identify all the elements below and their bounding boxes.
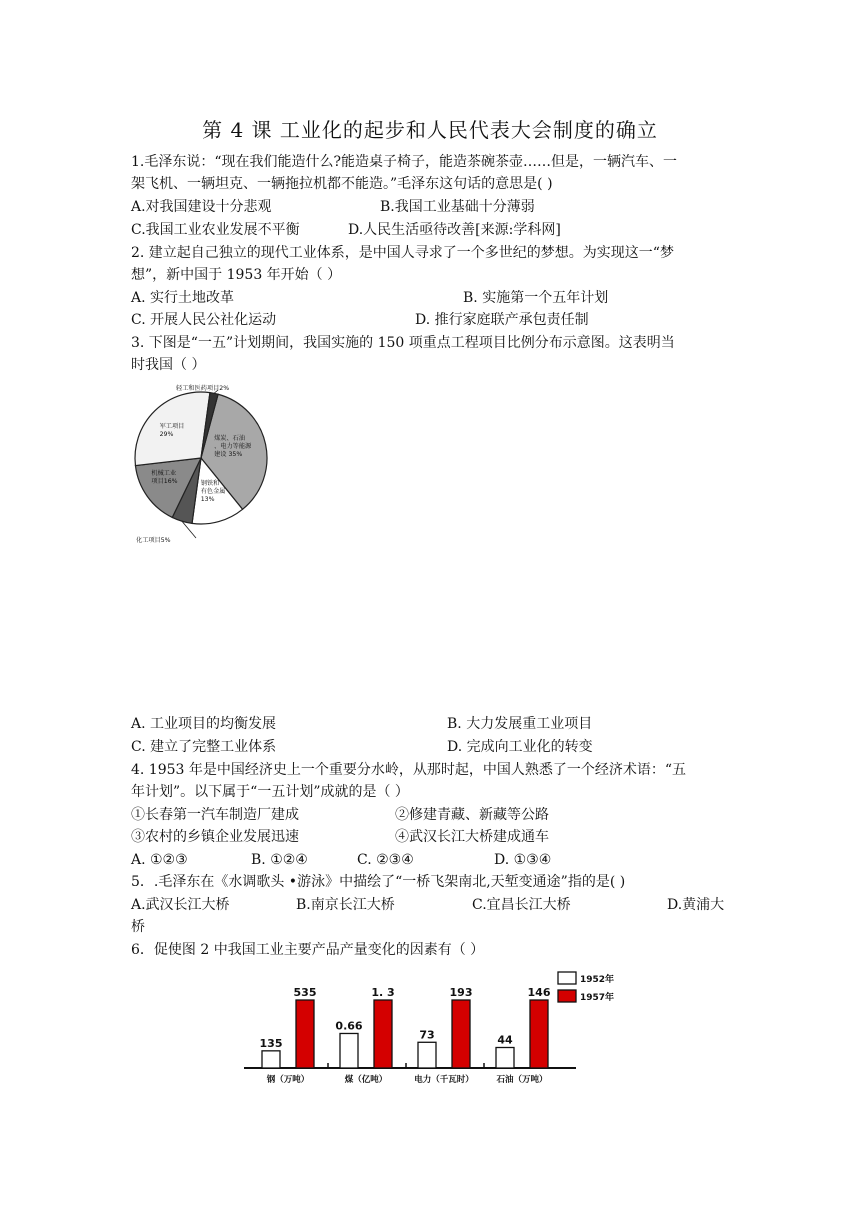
bar-1952-3: [418, 1042, 436, 1068]
q2-option-c: C. 开展人民公社化运动: [131, 312, 277, 328]
q1-option-d: D.人民生活亟待改善[来源:学科网]: [348, 222, 561, 238]
bar-1957-1: [296, 1000, 314, 1068]
bar-value-label: 1. 3: [371, 986, 395, 999]
q4-stem-line2: 年计划”。以下属于“一五计划”成就的是（ ）: [131, 784, 409, 800]
bar-value-label: 44: [497, 1033, 513, 1047]
q4-statement-3: ③农村的乡镇企业发展迅速: [131, 829, 299, 845]
q1-option-c: C.我国工业农业发展不平衡: [131, 222, 300, 238]
bar-1957-4: [530, 1000, 548, 1068]
pie-label-5: 军工项目 29%: [159, 423, 185, 439]
category-label: 石油（万吨）: [496, 1075, 548, 1085]
q3-option-a: A. 工业项目的均衡发展: [131, 716, 277, 732]
pie-label-3: 化工项目5%: [136, 537, 171, 544]
q2-stem-line1: 2. 建立起自己独立的现代工业体系，是中国人寻求了一个多世纪的梦想。为实现这一“梦: [131, 245, 674, 261]
q4-statement-2: ②修建青藏、新藏等公路: [395, 807, 549, 823]
q4-stem-line1: 4. 1953 年是中国经济史上一个重要分水岭，从那时起，中国人熟悉了一个经济术语：“五: [131, 762, 687, 778]
bar-value-label: 73: [419, 1028, 435, 1042]
legend-swatch-1957年: [558, 990, 576, 1002]
q4-statement-4: ④武汉长江大桥建成通车: [395, 829, 549, 845]
q5-option-d: D.黄浦大: [667, 897, 725, 913]
q3-option-b: B. 大力发展重工业项目: [447, 716, 593, 732]
project-distribution-pie-chart: [128, 378, 288, 548]
bar-1952-1: [262, 1051, 280, 1068]
q2-option-d: D. 推行家庭联产承包责任制: [415, 312, 589, 328]
bar-1952-4: [496, 1048, 514, 1068]
bar-value-label: 146: [527, 986, 551, 999]
bar-1957-2: [374, 1000, 392, 1068]
q5-stem-line1: 5．.毛泽东在《水调歌头 •游泳》中描绘了“一桥飞架南北,天堑变通途”指的是( ): [131, 874, 626, 890]
q5-option-b: B.南京长江大桥: [296, 897, 395, 913]
q4-option-a: A. ①②③: [131, 852, 188, 868]
bar-value-label: 193: [449, 986, 473, 999]
q5-option-a: A.武汉长江大桥: [131, 897, 230, 913]
pie-label-1: 煤炭、石油、电力等能源建设 35%: [214, 435, 252, 459]
pie-label-2: 钢铁和有色金属 13%: [200, 479, 226, 503]
q2-stem-line2: 想”，新中国于 1953 年开始（ ）: [131, 267, 342, 283]
category-label: 钢（万吨）: [266, 1075, 310, 1085]
q5-option-c: C.宜昌长江大桥: [472, 897, 571, 913]
category-label: 电力（千瓦时）: [414, 1075, 474, 1085]
q3-stem-line2: 时我国（ ）: [131, 357, 206, 373]
q2-option-b: B. 实施第一个五年计划: [463, 290, 609, 306]
bar-1957-3: [452, 1000, 470, 1068]
q5-option-d-continued: 桥: [131, 919, 145, 935]
q2-option-a: A. 实行土地改革: [131, 290, 235, 306]
q6-stem-line1: 6．促使图 2 中我国工业主要产品产量变化的因素有（ ）: [131, 942, 485, 958]
q1-option-a: A.对我国建设十分悲观: [131, 199, 272, 215]
page-title: 第 4 课 工业化的起步和人民代表大会制度的确立: [202, 118, 658, 142]
q1-stem-line1: 1.毛泽东说：“现在我们能造什么?能造桌子椅子，能造茶碗茶壶……但是，一辆汽车、一: [131, 154, 678, 170]
industrial-output-bar-chart: [240, 966, 640, 1090]
q4-statement-1: ①长春第一汽车制造厂建成: [131, 807, 299, 823]
q3-stem-line1: 3. 下图是“一五”计划期间，我国实施的 150 项重点工程项目比例分布示意图。这表明当: [131, 335, 675, 351]
bar-value-label: 535: [293, 986, 317, 999]
legend-swatch-1952年: [558, 972, 576, 984]
q4-option-d: D. ①③④: [494, 852, 552, 868]
q4-option-c: C. ②③④: [357, 852, 414, 868]
category-label: 煤（亿吨）: [344, 1075, 388, 1085]
bar-value-label: 135: [259, 1036, 283, 1050]
pie-label-6: 轻工和医药项目2%: [176, 385, 230, 392]
q3-option-c: C. 建立了完整工业体系: [131, 739, 277, 755]
q1-option-b: B.我国工业基础十分薄弱: [380, 199, 535, 215]
pie-label-4: 机械工业项目16%: [151, 470, 178, 486]
q4-option-b: B. ①②④: [251, 852, 308, 868]
legend-label: 1952年: [580, 975, 615, 985]
legend-label: 1957年: [580, 993, 615, 1003]
q3-option-d: D. 完成向工业化的转变: [447, 739, 593, 755]
q1-stem-line2: 架飞机、一辆坦克、一辆拖拉机都不能造。”毛泽东这句话的意思是( ): [131, 176, 553, 192]
bar-value-label: 0.66: [335, 1019, 363, 1033]
bar-1952-2: [340, 1033, 358, 1068]
